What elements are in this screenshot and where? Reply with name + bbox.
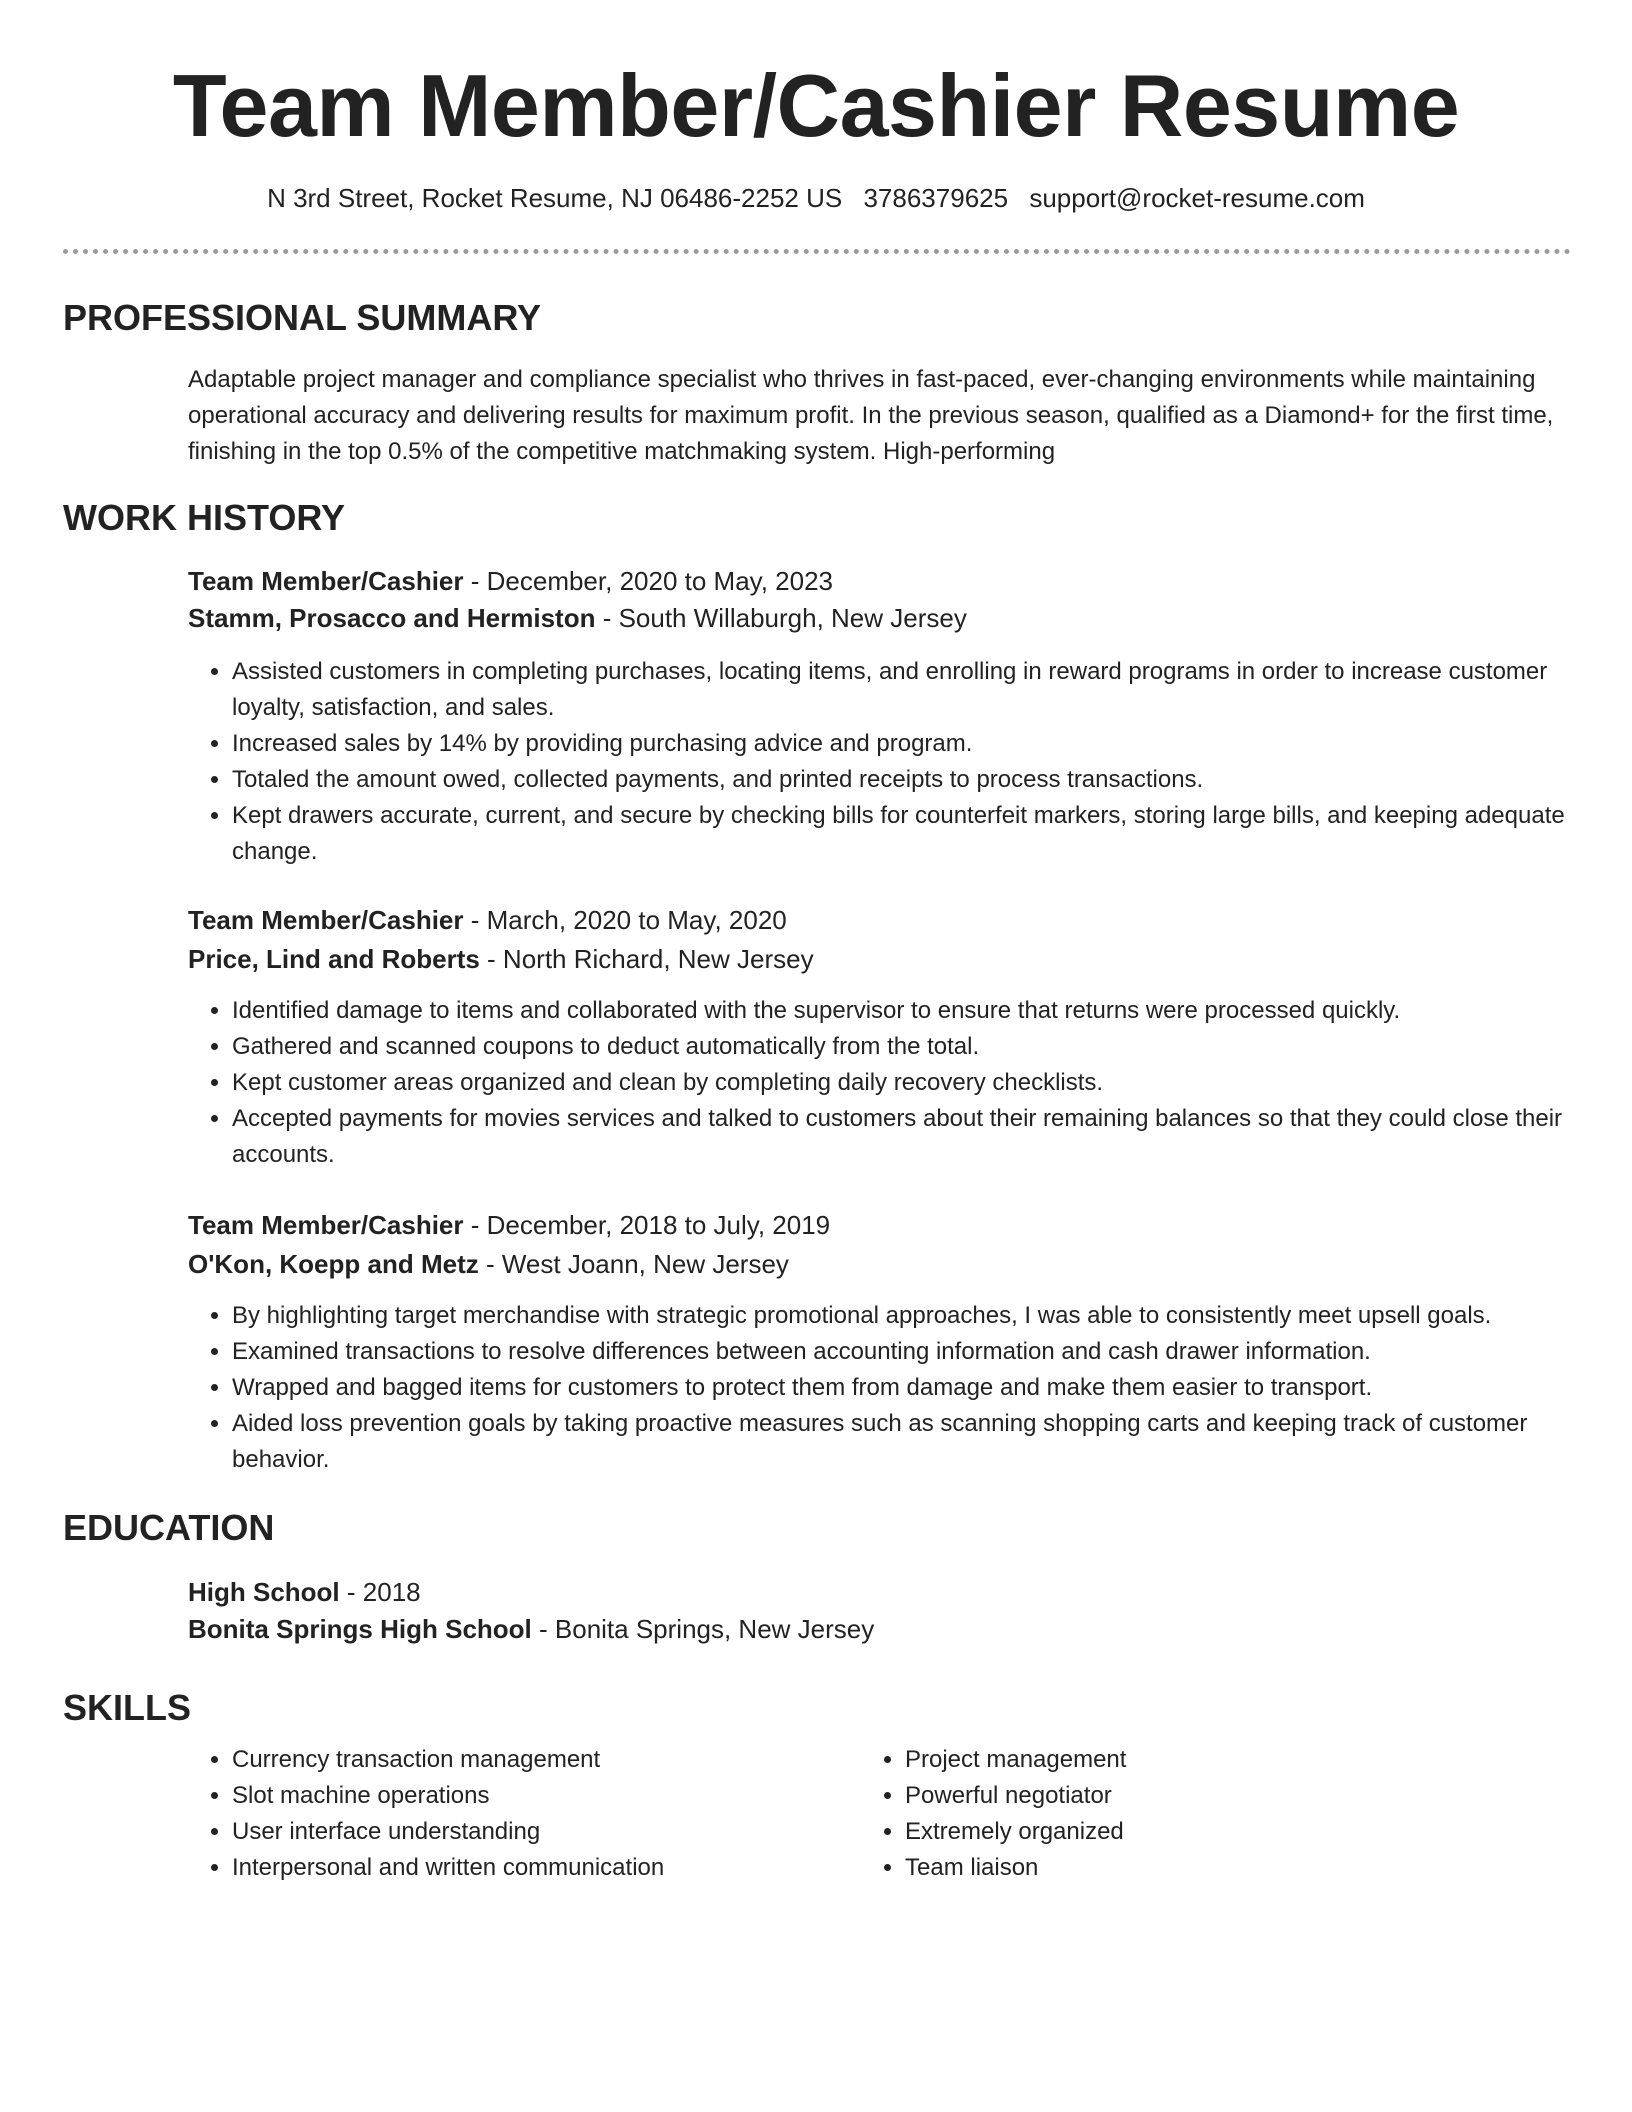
- job-location: - West Joann, New Jersey: [478, 1249, 789, 1279]
- list-item: • Wrapped and bagged items for customers to protect them from damage and make them easier to transport.: [232, 1370, 1617, 1406]
- list-item: • Currency transaction management: [232, 1742, 872, 1778]
- summary-heading: PROFESSIONAL SUMMARY: [63, 297, 542, 338]
- job-title: Team Member/Cashier: [188, 1210, 464, 1240]
- job-bullets: [188, 654, 1617, 870]
- job-company: O'Kon, Koepp and Metz: [188, 1249, 479, 1279]
- list-item: • Gathered and scanned coupons to deduct automatically from the total.: [232, 1029, 1617, 1065]
- list-item: • By highlighting target merchandise with strategic promotional approaches, I was able to consistently meet upsell goals.: [232, 1298, 1617, 1334]
- skills-heading: SKILLS: [63, 1687, 192, 1728]
- skills-list-left: [188, 1742, 872, 1886]
- summary-text: Adaptable project manager and compliance specialist who thrives in fast-paced, ever-changing environments while maintaining operational accuracy and delivering results for maximum profit. In the previous season, qualified as a Diamond+ for the first time, finishing in the top 0.5% of the competitive matchmaking system. High-performing: [188, 366, 1554, 465]
- education-degree: High School: [188, 1577, 340, 1607]
- list-item: • Aided loss prevention goals by taking proactive measures such as scanning shopping carts and keeping track of customer behavior.: [232, 1406, 1617, 1478]
- list-item: • Examined transactions to resolve differences between accounting information and cash drawer information.: [232, 1334, 1617, 1370]
- phone: 3786379625: [863, 183, 1009, 213]
- resume-title: Team Member/Cashier Resume: [172, 56, 1460, 155]
- job-title-line: [188, 902, 787, 938]
- list-item: • Powerful negotiator: [905, 1778, 1545, 1814]
- list-item: • User interface understanding: [232, 1814, 872, 1850]
- job-company: Price, Lind and Roberts: [188, 944, 480, 974]
- list-item: • Project management: [905, 1742, 1545, 1778]
- job-dates: - December, 2020 to May, 2023: [463, 566, 834, 596]
- job-location: - South Willaburgh, New Jersey: [595, 603, 967, 633]
- list-item: • Totaled the amount owed, collected payments, and printed receipts to process transactions.: [232, 762, 1617, 798]
- job-dates: - March, 2020 to May, 2020: [463, 905, 787, 935]
- email: support@rocket-resume.com: [1029, 183, 1365, 213]
- education-year: - 2018: [339, 1577, 421, 1607]
- work-history-heading: WORK HISTORY: [63, 497, 346, 538]
- education-location: - Bonita Springs, New Jersey: [531, 1614, 875, 1644]
- contact-info: [0, 180, 1632, 216]
- job-company-line: [188, 941, 814, 977]
- list-item: • Kept customer areas organized and clean by completing daily recovery checklists.: [232, 1065, 1617, 1101]
- education-heading: EDUCATION: [63, 1507, 275, 1548]
- job-company-line: [188, 600, 967, 636]
- job-dates: - December, 2018 to July, 2019: [463, 1210, 831, 1240]
- job-bullets: [188, 1298, 1617, 1478]
- job-location: - North Richard, New Jersey: [479, 944, 814, 974]
- job-title: Team Member/Cashier: [188, 905, 464, 935]
- list-item: • Assisted customers in completing purchases, locating items, and enrolling in reward programs in order to increase customer loyalty, satisfaction, and sales.: [232, 654, 1617, 726]
- job-title-line: [188, 1207, 830, 1243]
- list-item: • Slot machine operations: [232, 1778, 872, 1814]
- list-item: • Team liaison: [905, 1850, 1545, 1886]
- education-degree-line: [188, 1574, 421, 1610]
- list-item: • Identified damage to items and collaborated with the supervisor to ensure that returns were processed quickly.: [232, 993, 1617, 1029]
- list-item: • Kept drawers accurate, current, and secure by checking bills for counterfeit markers, storing large bills, and keeping adequate change.: [232, 798, 1617, 870]
- list-item: • Extremely organized: [905, 1814, 1545, 1850]
- education-school: Bonita Springs High School: [188, 1614, 532, 1644]
- job-title-line: [188, 563, 833, 599]
- job-company-line: [188, 1246, 789, 1282]
- skills-list-right: [861, 1742, 1545, 1886]
- header-divider: [63, 249, 1571, 254]
- job-bullets: [188, 993, 1617, 1173]
- education-school-line: [188, 1611, 874, 1647]
- address: N 3rd Street, Rocket Resume, NJ 06486-2252 US: [267, 183, 843, 213]
- job-company: Stamm, Prosacco and Hermiston: [188, 603, 596, 633]
- list-item: • Increased sales by 14% by providing purchasing advice and program.: [232, 726, 1617, 762]
- list-item: • Interpersonal and written communication: [232, 1850, 872, 1886]
- job-title: Team Member/Cashier: [188, 566, 464, 596]
- list-item: • Accepted payments for movies services and talked to customers about their remaining balances so that they could close their accounts.: [232, 1101, 1617, 1173]
